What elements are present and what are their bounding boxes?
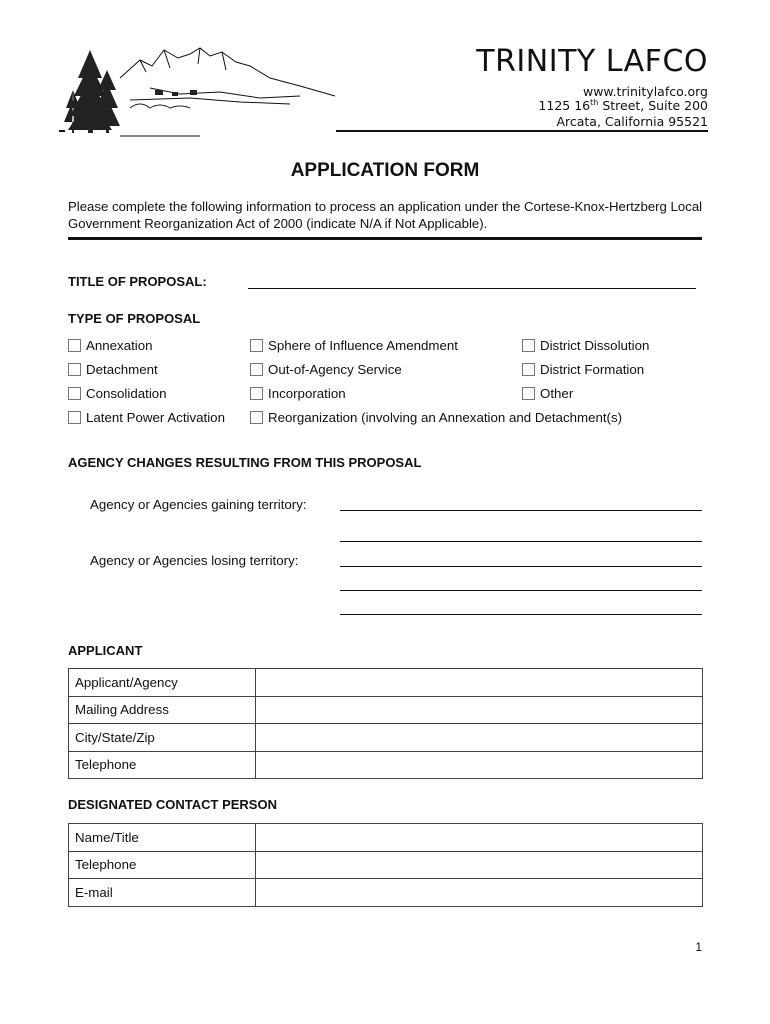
- checkbox-box[interactable]: [68, 387, 81, 400]
- checkbox-district-dissolution[interactable]: [522, 338, 649, 353]
- applicant-heading: APPLICANT: [68, 643, 143, 658]
- agency-gaining-input[interactable]: [340, 510, 702, 511]
- agency-losing-input[interactable]: [340, 614, 702, 615]
- agency-losing-input[interactable]: [340, 590, 702, 591]
- checkbox-label: Reorganization (involving an Annexation and Detachment(s): [268, 410, 623, 425]
- form-title: APPLICATION FORM: [290, 160, 480, 181]
- checkbox-box[interactable]: [522, 387, 535, 400]
- agency-losing-label: Agency or Agencies losing territory:: [90, 553, 299, 568]
- header-tick: [59, 130, 65, 132]
- mailing-address-input[interactable]: [256, 696, 703, 724]
- checkbox-label: Latent Power Activation: [86, 410, 225, 425]
- name-title-label: Name/Title: [69, 824, 256, 852]
- table-row: [69, 824, 703, 852]
- agency-gaining-label: Agency or Agencies gaining territory:: [90, 497, 307, 512]
- agency-gaining-input[interactable]: [340, 541, 702, 542]
- city-state-zip-input[interactable]: [256, 724, 703, 752]
- table-row: [69, 751, 703, 779]
- title-of-proposal-label: TITLE OF PROPOSAL:: [68, 274, 207, 289]
- applicant-table: [68, 668, 703, 779]
- checkbox-detachment[interactable]: [68, 362, 158, 377]
- city-state-zip-label: City/State/Zip: [69, 724, 256, 752]
- checkbox-label: Detachment: [86, 362, 158, 377]
- checkbox-box[interactable]: [68, 363, 81, 376]
- checkbox-label: Annexation: [86, 338, 153, 353]
- title-of-proposal-input[interactable]: [248, 288, 696, 289]
- mountain-tree-logo: [60, 38, 340, 138]
- table-row: [69, 724, 703, 752]
- table-row: [69, 669, 703, 697]
- checkbox-box[interactable]: [68, 339, 81, 352]
- email-input[interactable]: [256, 879, 703, 907]
- page-number: 1: [695, 940, 702, 954]
- form-intro: Please complete the following information to process an application under the Cortese-Knox-Hertzberg Local Government Reorganization Act of 2000 (indicate N/A if Not Applicable).: [68, 199, 703, 231]
- intro-divider: [68, 237, 702, 240]
- org-city-line: Arcata, California 95521: [556, 114, 708, 129]
- table-row: [69, 696, 703, 724]
- applicant-agency-label: Applicant/Agency: [69, 669, 256, 697]
- applicant-telephone-label: Telephone: [69, 751, 256, 779]
- checkbox-box[interactable]: [250, 387, 263, 400]
- org-name: TRINITY LAFCO: [476, 44, 708, 79]
- table-row: [69, 879, 703, 907]
- table-row: [69, 851, 703, 879]
- contact-heading: DESIGNATED CONTACT PERSON: [68, 797, 277, 812]
- applicant-agency-input[interactable]: [256, 669, 703, 697]
- name-title-input[interactable]: [256, 824, 703, 852]
- org-address: 1125 16th Street, Suite 200: [538, 98, 708, 114]
- checkbox-sphere-of-influence[interactable]: [250, 338, 458, 353]
- checkbox-label: Consolidation: [86, 386, 167, 401]
- header-divider: [336, 130, 708, 132]
- org-website[interactable]: www.trinitylafco.org: [582, 84, 708, 99]
- contact-telephone-input[interactable]: [256, 851, 703, 879]
- agency-losing-input[interactable]: [340, 566, 702, 567]
- checkbox-label: Incorporation: [268, 386, 346, 401]
- checkbox-box[interactable]: [250, 411, 263, 424]
- checkbox-reorganization[interactable]: [250, 410, 622, 425]
- checkbox-district-formation[interactable]: [522, 362, 644, 377]
- checkbox-incorporation[interactable]: [250, 386, 346, 401]
- applicant-telephone-input[interactable]: [256, 751, 703, 779]
- checkbox-box[interactable]: [522, 339, 535, 352]
- checkbox-out-of-agency-service[interactable]: [250, 362, 402, 377]
- contact-table: [68, 823, 703, 907]
- checkbox-label: Other: [540, 386, 574, 401]
- email-label: E-mail: [69, 879, 256, 907]
- type-of-proposal-heading: TYPE OF PROPOSAL: [68, 311, 201, 326]
- checkbox-label: District Formation: [540, 362, 645, 377]
- checkbox-other[interactable]: [522, 386, 573, 401]
- checkbox-label: District Dissolution: [540, 338, 650, 353]
- contact-telephone-label: Telephone: [69, 851, 256, 879]
- checkbox-latent-power-activation[interactable]: [68, 410, 225, 425]
- checkbox-label: Out-of-Agency Service: [268, 362, 402, 377]
- checkbox-consolidation[interactable]: [68, 386, 167, 401]
- mailing-address-label: Mailing Address: [69, 696, 256, 724]
- agency-changes-heading: AGENCY CHANGES RESULTING FROM THIS PROPOSAL: [68, 455, 422, 470]
- checkbox-box[interactable]: [522, 363, 535, 376]
- checkbox-box[interactable]: [250, 363, 263, 376]
- checkbox-label: Sphere of Influence Amendment: [268, 338, 458, 353]
- checkbox-box[interactable]: [250, 339, 263, 352]
- checkbox-annexation[interactable]: [68, 338, 153, 353]
- checkbox-box[interactable]: [68, 411, 81, 424]
